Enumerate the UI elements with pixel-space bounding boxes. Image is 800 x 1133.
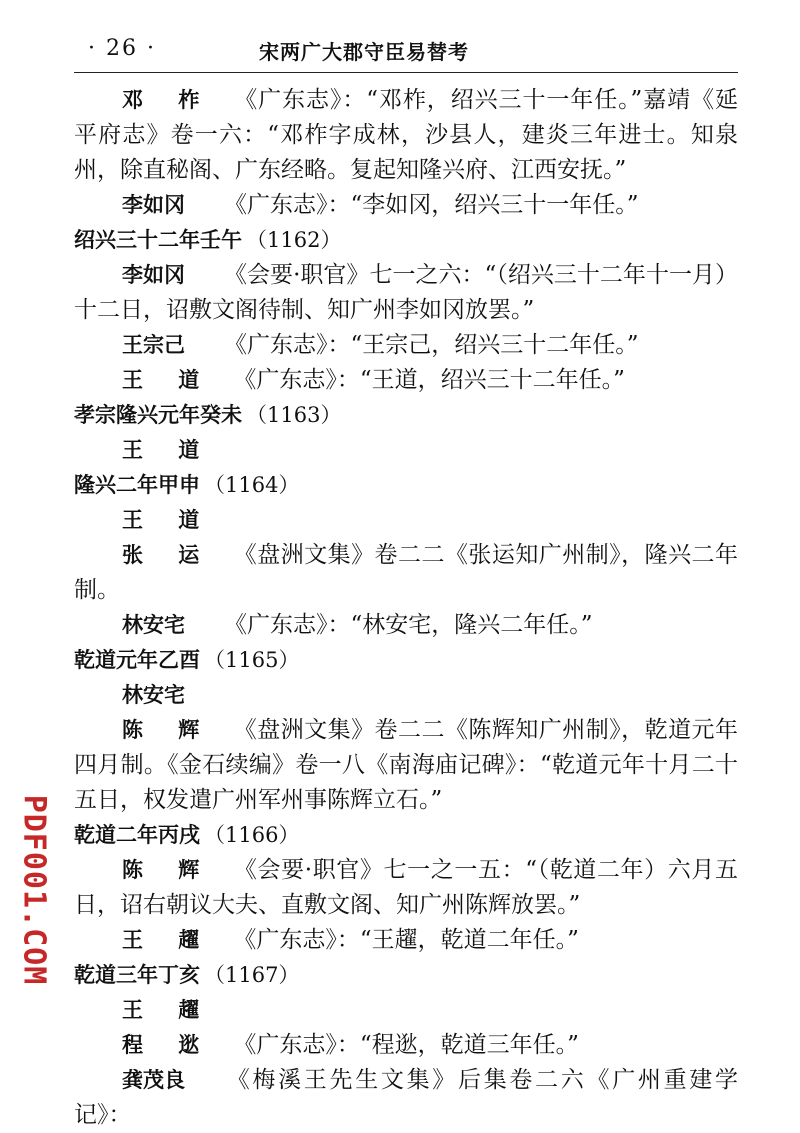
- entry-paragraph: [74, 433, 738, 468]
- year-ad: （1167）: [204, 963, 300, 987]
- year-title: 孝宗隆兴元年癸未: [74, 403, 242, 427]
- year-title: 绍兴三十二年壬午: [74, 228, 242, 252]
- official-name: 陈 辉: [122, 858, 214, 882]
- main-text: [74, 83, 738, 1133]
- entry-paragraph: [74, 328, 738, 363]
- official-name: 程 逖: [122, 1033, 214, 1057]
- page-number: · 26 ·: [88, 36, 156, 61]
- year-heading: [74, 643, 738, 678]
- watermark: [14, 790, 54, 990]
- official-name: 王 道: [122, 438, 214, 462]
- official-name: 陈 辉: [122, 718, 214, 742]
- entry-paragraph: [74, 1028, 738, 1063]
- year-ad: （1166）: [204, 823, 300, 847]
- year-title: 乾道二年丙戌: [74, 823, 200, 847]
- entry-paragraph: [74, 993, 738, 1028]
- entry-paragraph: [74, 853, 738, 923]
- entry-paragraph: [74, 363, 738, 398]
- year-title: 隆兴二年甲申: [74, 473, 200, 497]
- official-name: 林安宅: [122, 683, 185, 707]
- source-citation: 《广东志》：“程逖，乾道三年任。”: [233, 1032, 579, 1058]
- official-name: 王 道: [122, 508, 214, 532]
- year-heading: [74, 468, 738, 503]
- entry-paragraph: [74, 678, 738, 713]
- entry-paragraph: [74, 258, 738, 328]
- official-name: 邓 柞: [122, 88, 214, 112]
- official-name: 王 趯: [122, 998, 214, 1022]
- source-citation: 《广东志》：“王趯，乾道二年任。”: [233, 927, 579, 953]
- source-citation: 《广东志》：“邓柞，绍兴三十一年任。”嘉靖《延平府志》卷一六：“邓柞字成林，沙县人，建炎三年进士。知泉州，除直秘阁、广东经略。复起知隆兴府、江西安抚。”: [74, 87, 738, 183]
- year-heading: [74, 223, 738, 258]
- official-name: 王 道: [122, 368, 214, 392]
- entry-paragraph: [74, 608, 738, 643]
- year-ad: （1162）: [246, 228, 342, 252]
- entry-paragraph: [74, 83, 738, 188]
- year-heading: [74, 398, 738, 433]
- official-name: 龚茂良: [122, 1068, 185, 1092]
- running-title: 宋两广大郡守臣易替考: [259, 40, 469, 64]
- entry-paragraph: [74, 538, 738, 608]
- source-citation: 《盘洲文集》卷二二《陈辉知广州制》，乾道元年四月制。《金石续编》卷一八《南海庙记碑》：“乾道元年十月二十五日，权发遣广州军州事陈辉立石。”: [74, 717, 738, 813]
- source-citation: 《盘洲文集》卷二二《张运知广州制》，隆兴二年制。: [74, 542, 738, 603]
- year-title: 乾道元年乙酉: [74, 648, 200, 672]
- source-citation: 《广东志》：“王道，绍兴三十二年任。”: [233, 367, 625, 393]
- official-name: 张 运: [122, 543, 214, 567]
- official-name: 王 趯: [122, 928, 214, 952]
- official-name: 李如冈: [122, 193, 185, 217]
- entry-paragraph: [74, 503, 738, 538]
- year-ad: （1163）: [246, 403, 342, 427]
- source-citation: 《广东志》：“王宗己，绍兴三十二年任。”: [224, 332, 639, 358]
- source-citation: 《广东志》：“林安宅，隆兴二年任。”: [224, 612, 593, 638]
- watermark-text: PDF001.COM: [16, 794, 52, 986]
- entry-paragraph: [74, 923, 738, 958]
- year-heading: [74, 818, 738, 853]
- year-heading: [74, 958, 738, 993]
- official-name: 李如冈: [122, 263, 185, 287]
- source-citation: 《会要·职官》七一之六：“（绍兴三十二年十一月）十二日，诏敷文阁待制、知广州李如冈放罢。”: [74, 262, 738, 323]
- year-ad: （1164）: [204, 473, 300, 497]
- year-title: 乾道三年丁亥: [74, 963, 200, 987]
- source-citation: 《广东志》：“李如冈，绍兴三十一年任。”: [224, 192, 639, 218]
- source-citation: 《梅溪王先生文集》后集卷二六《广州重建学记》：: [74, 1067, 738, 1128]
- entry-paragraph: [74, 188, 738, 223]
- page-header: [74, 30, 738, 73]
- year-ad: （1165）: [204, 648, 300, 672]
- entry-paragraph: [74, 713, 738, 818]
- entry-paragraph: [74, 1063, 738, 1133]
- official-name: 林安宅: [122, 613, 185, 637]
- source-citation: 《会要·职官》七一之一五：“（乾道二年）六月五日，诏右朝议大夫、直敷文阁、知广州陈辉放罢。”: [74, 857, 738, 918]
- official-name: 王宗己: [122, 333, 185, 357]
